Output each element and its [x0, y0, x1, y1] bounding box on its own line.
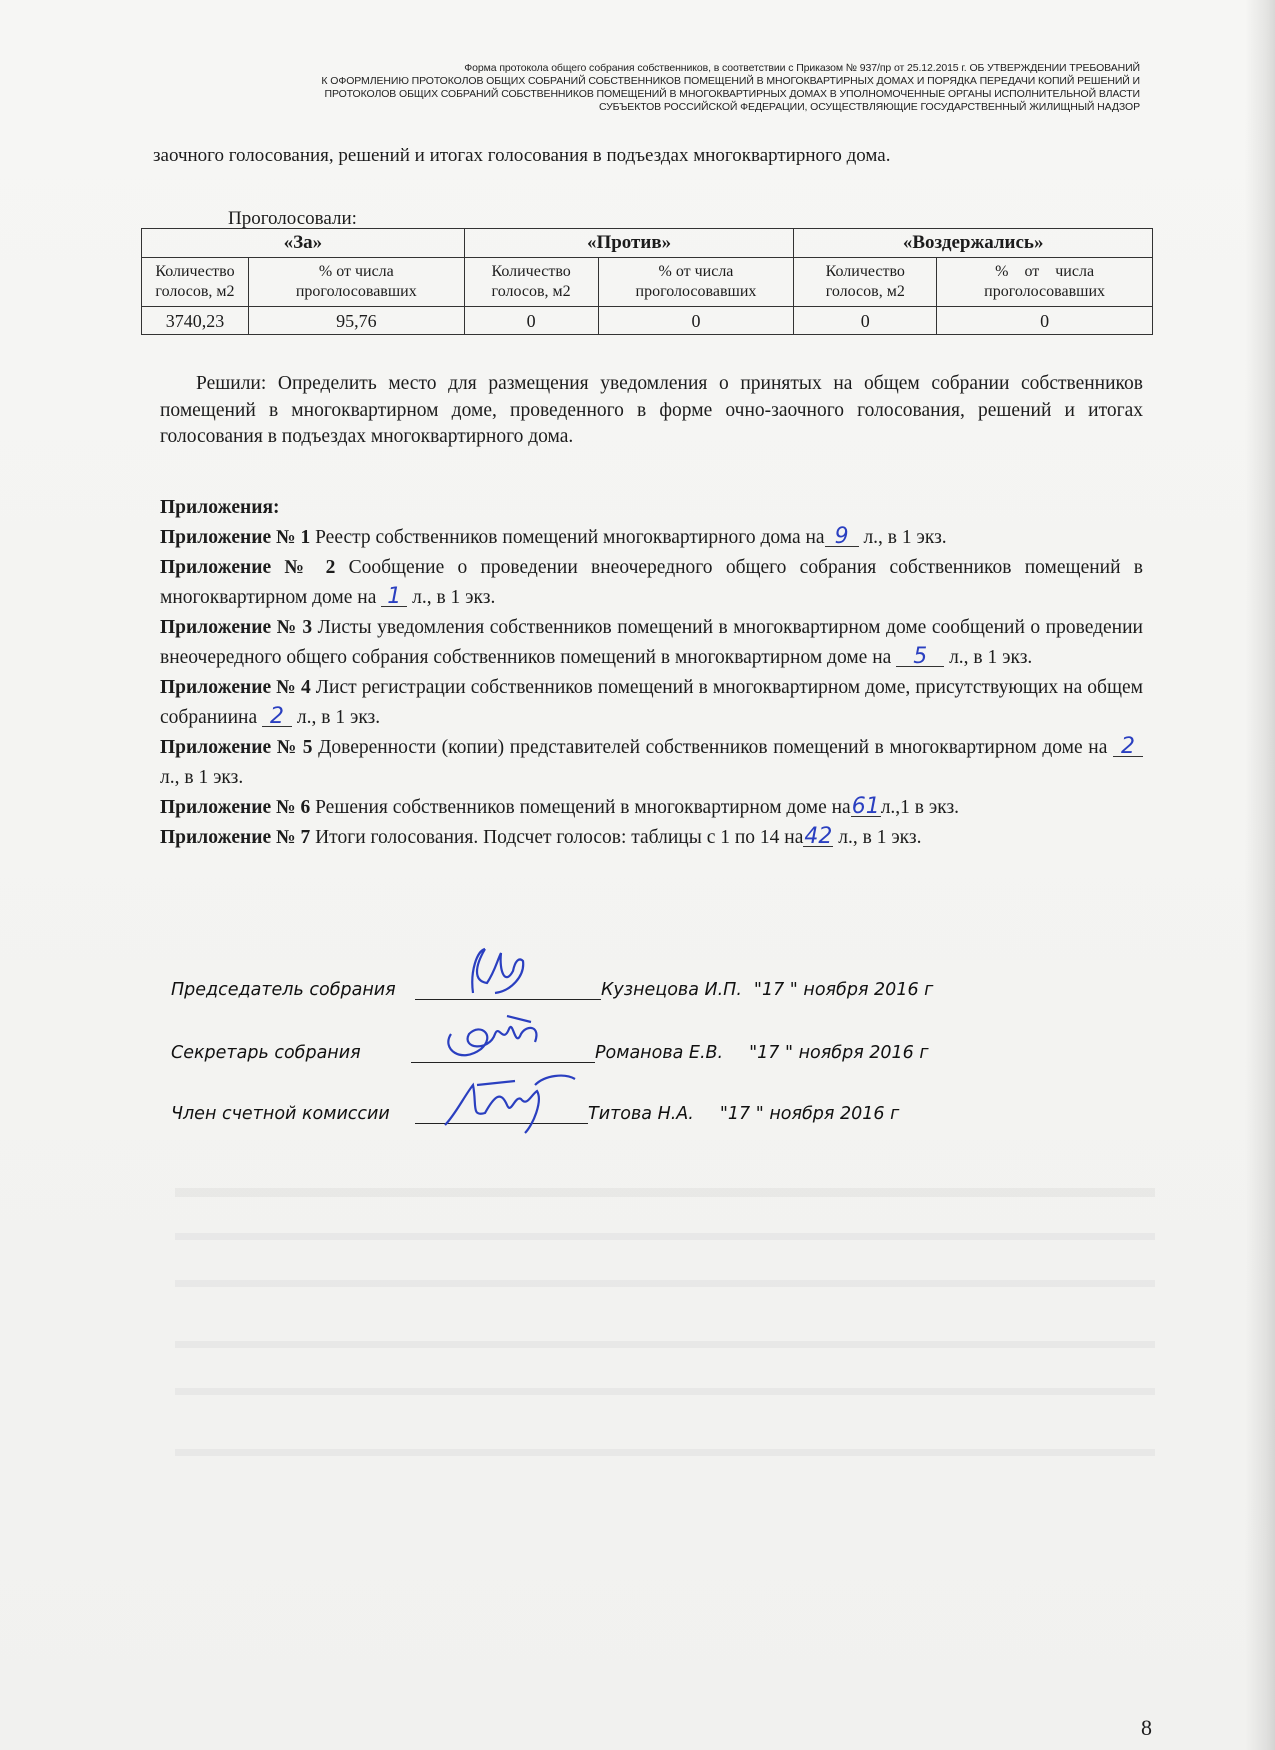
for-count: 3740,23	[142, 307, 249, 335]
votes-group-for: «За»	[142, 229, 465, 258]
percent-header: % от числа проголосовавших	[937, 258, 1153, 307]
count-header: Количество голосов, м2	[142, 258, 249, 307]
appendix-label: Приложение № 3	[160, 617, 313, 638]
votes-group-abstained: «Воздержались»	[794, 229, 1153, 258]
handwritten-signature-icon	[411, 994, 595, 1064]
signature-name: Кузнецова И.П.	[601, 980, 742, 1000]
continuation-line: заочного голосования, решений и итогах голосования в подъездах многоквартирного дома.	[153, 145, 891, 166]
appendix-label: Приложение № 2	[160, 557, 336, 578]
signature-line	[415, 1103, 588, 1124]
appendix-item: Приложение № 3 Листы уведомления собственников помещений в многоквартирном доме сообщений о проведении внеочередного общего собрания собственников помещений в многоквартирном доме на 5 л., в 1 экз.	[160, 617, 1143, 669]
signature-date: "17 " ноября 2016 г	[753, 980, 934, 1000]
votes-group-against: «Против»	[464, 229, 794, 258]
appendix-item: Приложение № 7 Итоги голосования. Подсчет голосов: таблицы с 1 по 14 на42 л., в 1 экз.	[160, 824, 922, 849]
header-line: К ОФОРМЛЕНИЮ ПРОТОКОЛОВ ОБЩИХ СОБРАНИЙ СОБСТВЕННИКОВ ПОМЕЩЕНИЙ В МНОГОКВАРТИРНЫХ ДОМАХ И ПОРЯДКА ПЕРЕДАЧИ КОПИЙ РЕШЕНИЙ И	[321, 75, 1140, 87]
handwritten-signature-icon	[415, 1055, 588, 1135]
appendices-block	[160, 493, 1143, 853]
handwritten-value: 9	[825, 528, 859, 547]
page-number: 8	[1141, 1715, 1152, 1740]
percent-header: % от числа проголосовавших	[248, 258, 464, 307]
for-percent: 95,76	[248, 307, 464, 335]
voted-label: Проголосовали:	[228, 208, 357, 229]
appendix-label: Приложение № 1	[160, 527, 311, 548]
abstained-count: 0	[794, 307, 937, 335]
handwritten-value: 2	[1113, 738, 1143, 757]
page-edge-shadow	[1245, 0, 1275, 1750]
signature-role: Председатель собрания	[171, 980, 396, 1000]
percent-header: % от числа проголосовавших	[598, 258, 794, 307]
against-count: 0	[464, 307, 598, 335]
header-line: ПРОТОКОЛОВ ОБЩИХ СОБРАНИЙ СОБСТВЕННИКОВ ПОМЕЩЕНИЙ В МНОГОКВАРТИРНЫХ ДОМАХ В УПОЛНОМОЧЕННЫЕ ОРГАНЫ ИСПОЛНИТЕЛЬНОЙ ВЛАСТИ	[324, 88, 1140, 100]
signature-row-counter	[171, 1103, 899, 1124]
handwritten-value: 42	[804, 824, 833, 849]
appendix-item: Приложение № 4 Лист регистрации собственников помещений в многоквартирном доме, присутствующих на общем собраниина 2 л., в 1 экз.	[160, 677, 1143, 729]
against-percent: 0	[598, 307, 794, 335]
appendix-label: Приложение № 4	[160, 677, 311, 698]
appendix-label: Приложение № 5	[160, 737, 313, 758]
appendix-item: Приложение № 2 Сообщение о проведении внеочередного общего собрания собственников помещений в многоквартирном доме на 1 л., в 1 экз.	[160, 557, 1143, 609]
header-line: СУБЪЕКТОВ РОССИЙСКОЙ ФЕДЕРАЦИИ, ОСУЩЕСТВЛЯЮЩИЕ ГОСУДАРСТВЕННЫЙ ЖИЛИЩНЫЙ НАДЗОР	[598, 101, 1140, 113]
appendix-item: Приложение № 5 Доверенности (копии) представителей собственников помещений в многоквартирном доме на 2 л., в 1 экз.	[160, 733, 1143, 793]
bleed-through-texture	[175, 1170, 1155, 1450]
abstained-percent: 0	[937, 307, 1153, 335]
signature-date: "17 " ноября 2016 г	[719, 1104, 900, 1124]
appendices-title: Приложения:	[160, 497, 280, 518]
handwritten-value: 5	[896, 648, 944, 667]
signature-date: "17 " ноября 2016 г	[749, 1043, 929, 1063]
handwritten-value: 61	[851, 794, 880, 819]
appendix-item: Приложение № 1 Реестр собственников помещений многоквартирного дома на 9 л., в 1 экз.	[160, 524, 947, 549]
form-header	[150, 62, 1140, 114]
signature-name: Титова Н.А.	[588, 1104, 694, 1124]
count-header: Количество голосов, м2	[794, 258, 937, 307]
count-header: Количество голосов, м2	[464, 258, 598, 307]
appendix-label: Приложение № 7	[160, 827, 311, 848]
handwritten-value: 2	[262, 708, 292, 727]
appendix-label: Приложение № 6	[160, 797, 311, 818]
handwritten-signature-icon	[415, 931, 601, 1001]
signature-role: Секретарь собрания	[171, 1043, 361, 1063]
signature-role: Член счетной комиссии	[171, 1104, 390, 1124]
signature-name: Романова Е.В.	[595, 1043, 724, 1063]
resolved-paragraph: Решили: Определить место для размещения уведомления о принятых на общем собрании собственников помещений в многоквартирном доме, проведенного в форме очно-заочного голосования, решений и итогах голосования в подъездах многоквартирного дома.	[160, 373, 1143, 447]
appendix-item: Приложение № 6 Решения собственников помещений в многоквартирном доме на61л.,1 в экз.	[160, 794, 960, 819]
header-line: Форма протокола общего собрания собственников, в соответствии с Приказом № 937/пр от 25.12.2015 г. ОБ УТВЕРЖДЕНИИ ТРЕБОВАНИЙ	[464, 62, 1140, 74]
handwritten-value: 1	[381, 588, 407, 607]
votes-table	[141, 228, 1153, 335]
